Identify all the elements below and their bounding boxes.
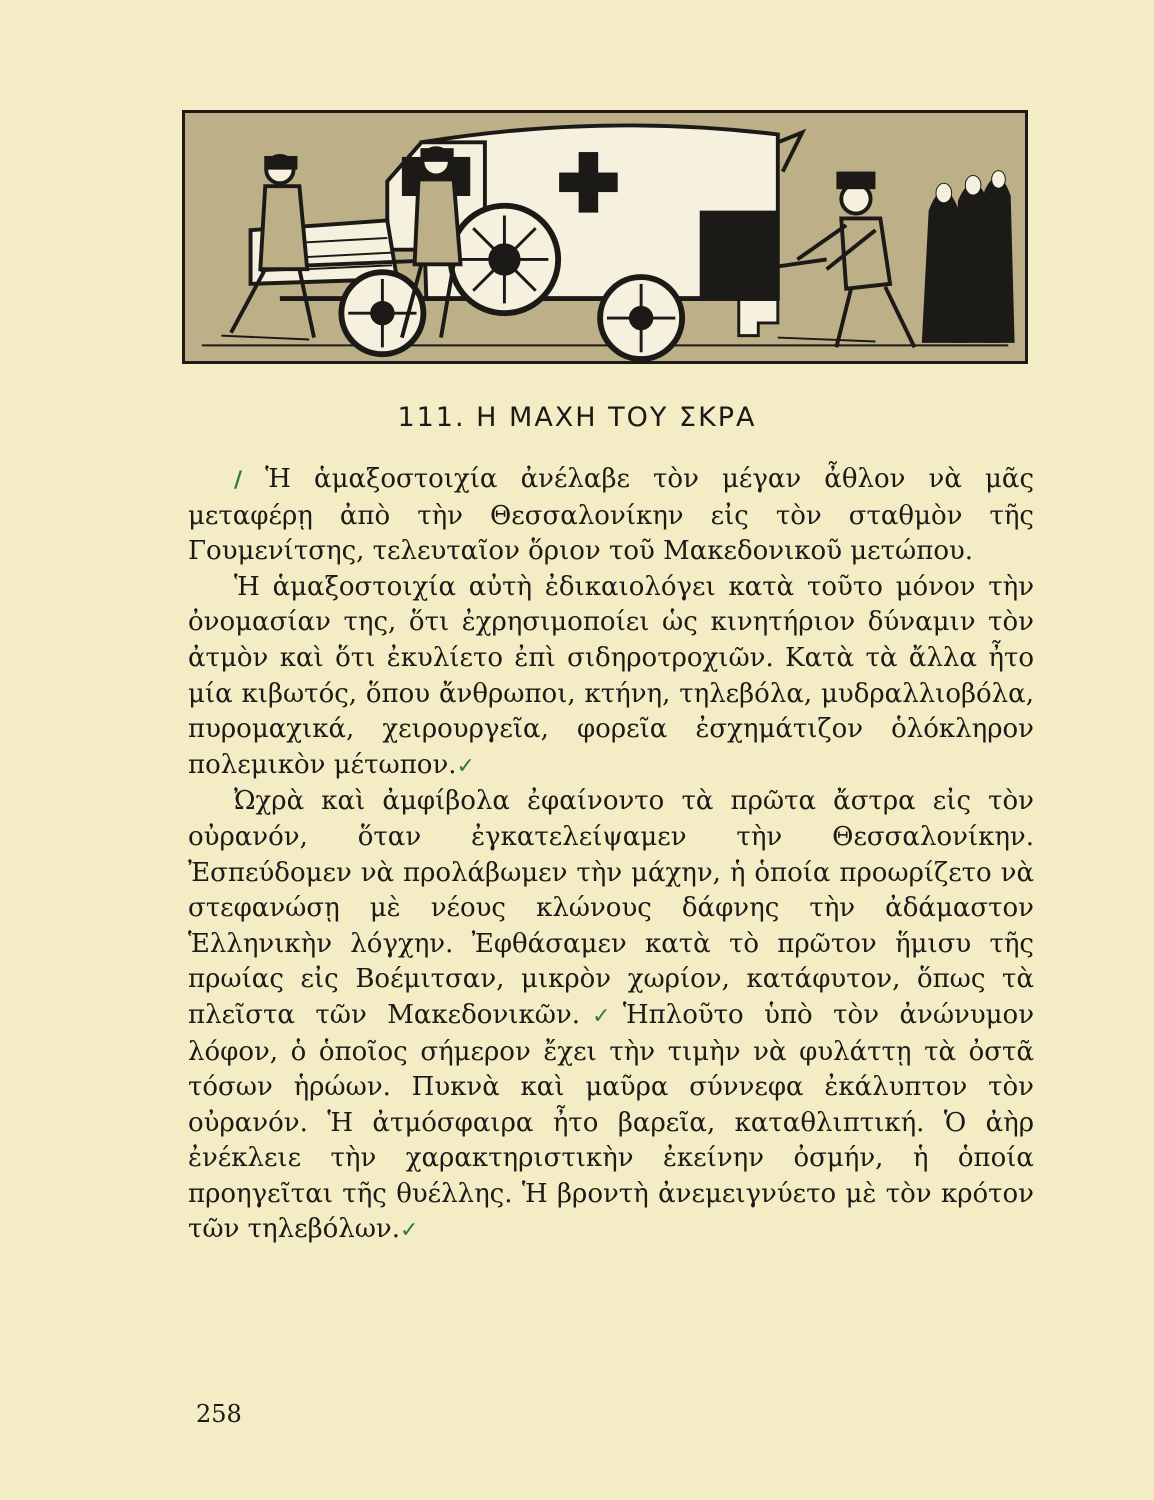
- check-mark: ✓: [400, 1218, 419, 1244]
- page-number: 258: [196, 1400, 242, 1428]
- body-text: [188, 462, 1034, 1249]
- paragraph-1: [188, 462, 1034, 570]
- slash-mark: /: [234, 468, 243, 493]
- check-mark: ✓: [456, 753, 475, 779]
- chapter-title: 111. Η ΜΑΧΗ ΤΟΥ ΣΚΡΑ: [397, 402, 757, 433]
- mourning-women: [922, 171, 1014, 343]
- check-mark: ✓: [579, 1003, 623, 1029]
- paragraph-3-text: Ὠχρὰ καὶ ἀμφίβολα ἐφαίνοντο τὰ πρῶτα ἄστρα εἰς τὸν οὐρανόν, ὅταν ἐγκατελείψαμεν τὴν Θεσσαλονίκην. Ἐσπεύδομεν νὰ προλάβωμεν τὴν μάχην, ἡ ὁποία προωρίζετο νὰ στεφανώσῃ μὲ νέους κλώνους δάφνης τὴν ἀδάμαστον Ἑλληνικὴν λόγχην. Ἐφθάσαμεν κατὰ τὸ πρῶτον ἥμισυ τῆς πρωίας εἰς Βοέμιτσαν, μικρὸν χωρίον, κατάφυτον, ὅπως τὰ πλεῖστα τῶν Μακεδονικῶν.: [188, 786, 1034, 1030]
- paragraph-2-text: Ἡ ἁμαξοστοιχία αὐτὴ ἐδικαιολόγει κατὰ τοῦτο μόνον τὴν ὀνομασίαν της, ὅτι ἐχρησιμοποίει ὡς κινητήριον δύναμιν τὸν ἀτμὸν καὶ ὅτι ἐκυλίετο ἐπὶ σιδηροτροχιῶν. Κατὰ τὰ ἄλλα ἦτο μία κιβωτός, ὅπου ἄνθρωποι, κτήνη, τηλεβόλα, μυδραλλιοβόλα, πυρομαχικά, χειρουργεῖα, φορεῖα ἐσχημάτιζον ὁλόκληρον πολεμικὸν μέτωπον.: [188, 571, 1034, 780]
- paragraph-4-text: Ἡπλοῦτο ὑπὸ τὸν ἀνώνυμον λόφον, ὁ ὁποῖος σήμερον ἔχει τὴν τιμὴν νὰ φυλάττῃ τὰ ὀστᾶ τόσων ἡρώων. Πυκνὰ καὶ μαῦρα σύννεφα ἐκάλυπτον τὸν οὐρανόν. Ἡ ἀτμόσφαιρα ἦτο βαρεῖα, καταθλιπτική. Ὁ ἀὴρ ἐνέκλειε τὴν χαρακτηριστικὴν ἐκείνην ὀσμήν, ἡ ὁποία προηγεῖται τῆς θυέλλης. Ἡ βροντὴ ἀνεμειγνύετο μὲ τὸν κρότον τῶν τηλεβόλων.: [188, 999, 1035, 1245]
- paragraph-1-text: Ἡ ἁμαξοστοιχία ἀνέλαβε τὸν μέγαν ἆθλον νὰ μᾶς μεταφέρῃ ἀπὸ τὴν Θεσσαλονίκην εἰς τὸν σταθμὸν τῆς Γουμενίτσης, τελευταῖον ὅριον τοῦ Μακεδονικοῦ μετώπου.: [188, 464, 1035, 567]
- ambulance-illustration: [182, 110, 1028, 364]
- paragraph-3: [188, 784, 1034, 1249]
- paragraph-2: [188, 570, 1034, 785]
- ambulance-woodcut-drawing: [185, 113, 1025, 361]
